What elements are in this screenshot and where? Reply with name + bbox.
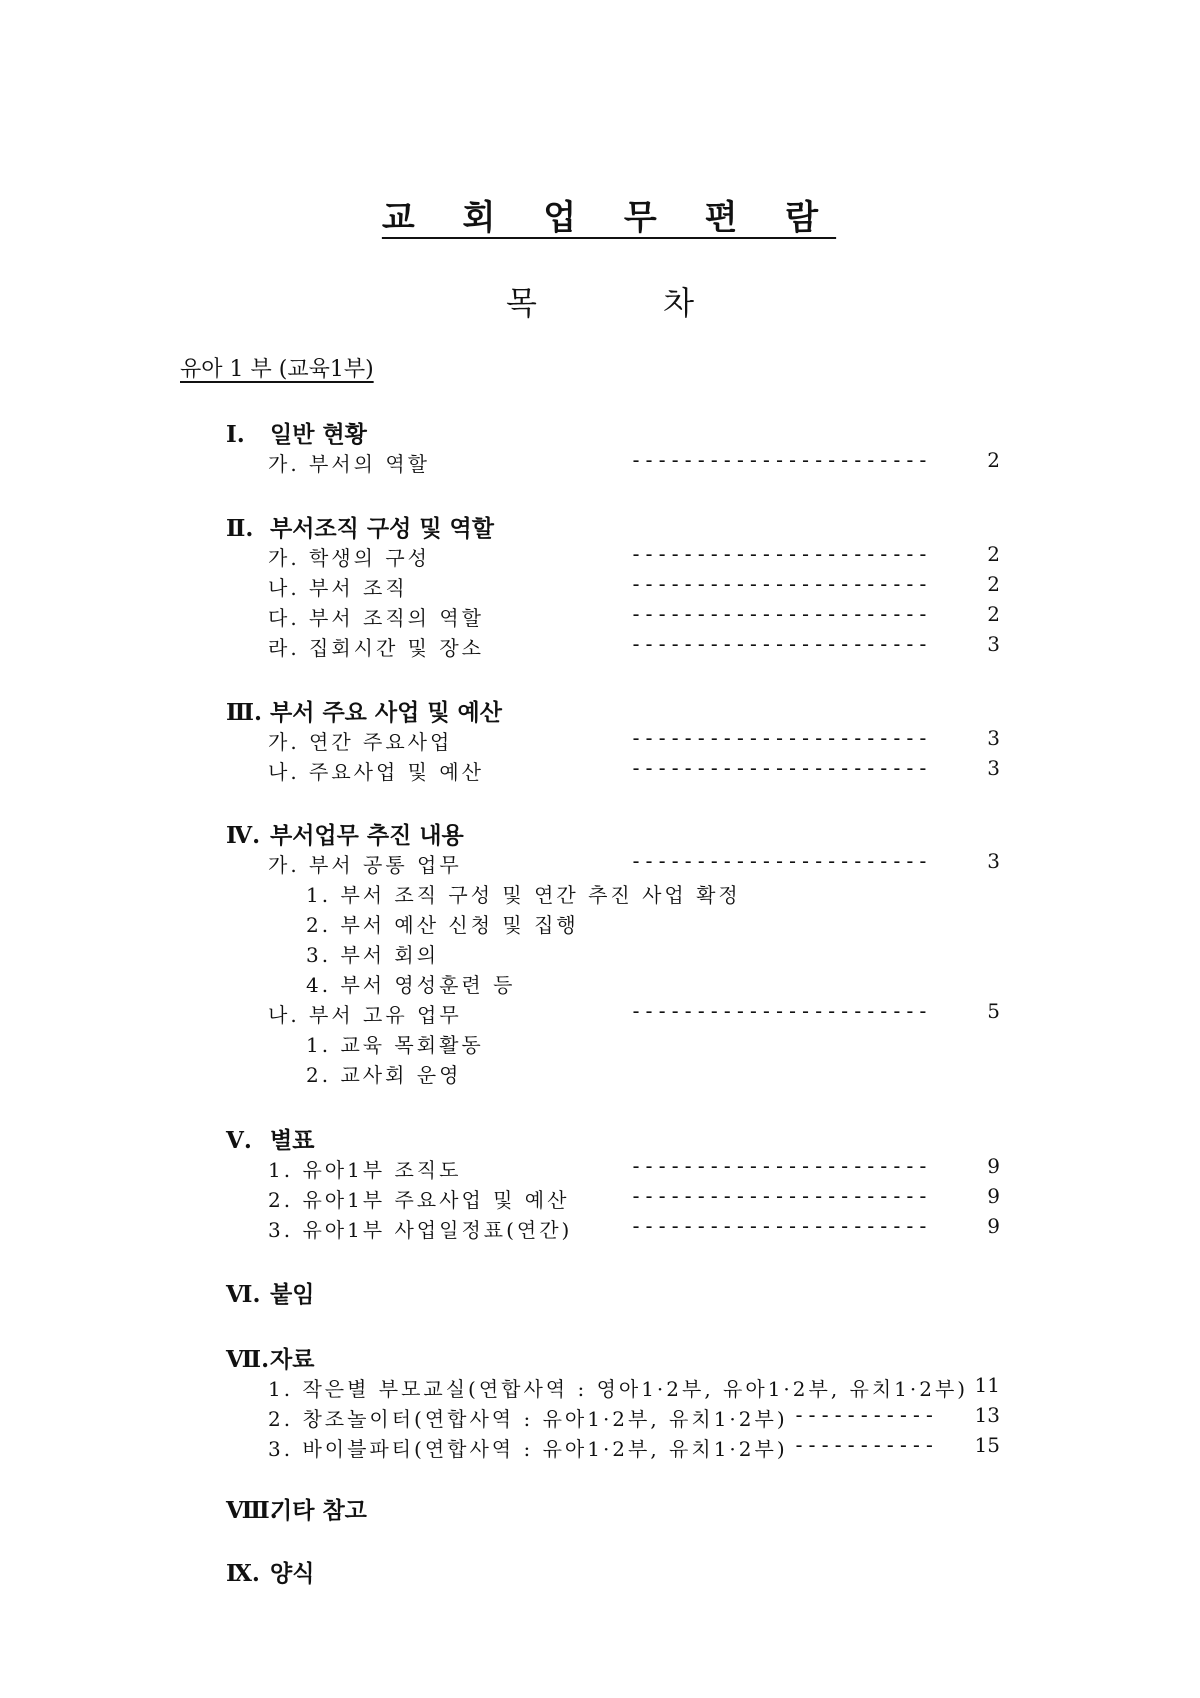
section-heading: Ⅴ. 별표 — [226, 1127, 315, 1154]
toc-subitem: 2. 부서 예산 신청 및 집행 — [306, 913, 579, 937]
toc-item: 가. 부서의 역할 — [268, 452, 430, 476]
toc-item: 1. 유아1부 조직도 — [268, 1158, 462, 1182]
section-heading: Ⅰ. 일반 현황 — [226, 421, 367, 448]
toc-item: 라. 집회시간 및 장소 — [268, 636, 484, 660]
toc-item: 1. 작은별 부모교실(연합사역 : 영아1·2부, 유아1·2부, 유치1·2부) — [268, 1377, 969, 1401]
toc-subitem: 3. 부서 회의 — [306, 943, 440, 967]
dot-leader: ----------------------- — [630, 849, 930, 873]
page-number: 13 — [974, 1403, 1000, 1427]
toc-item: 나. 부서 고유 업무 — [268, 1003, 462, 1027]
page-number: 2 — [987, 602, 1000, 626]
toc-item: 3. 바이블파티(연합사역 : 유아1·2부, 유치1·2부) — [268, 1437, 788, 1461]
toc-item: 2. 유아1부 주요사업 및 예산 — [268, 1188, 570, 1212]
dot-leader: ----------------------- — [630, 756, 930, 780]
page-number: 3 — [987, 726, 1000, 750]
dot-leader: ----------------------- — [630, 542, 930, 566]
section-heading: Ⅳ. 부서업무 추진 내용 — [226, 822, 464, 849]
toc-subitem: 4. 부서 영성훈련 등 — [306, 973, 516, 997]
toc-item: 다. 부서 조직의 역할 — [268, 606, 484, 630]
section-heading: Ⅷ.기타 참고 — [226, 1497, 367, 1524]
page-number: 9 — [987, 1214, 1000, 1238]
section-heading: Ⅸ. 양식 — [226, 1560, 315, 1587]
section-heading: Ⅵ. 붙임 — [226, 1281, 315, 1308]
dot-leader: ----------------------- — [630, 1214, 930, 1238]
dot-leader: ----------------------- — [630, 1154, 930, 1178]
section-heading: Ⅲ. 부서 주요 사업 및 예산 — [226, 699, 502, 726]
dot-leader: ----------------------- — [630, 448, 930, 472]
dot-leader: ----------- — [793, 1433, 937, 1457]
department-heading: 유아 1 부 (교육1부) — [180, 357, 374, 382]
page-number: 5 — [987, 999, 1000, 1023]
toc-item: 가. 연간 주요사업 — [268, 730, 453, 754]
section-heading: Ⅱ. 부서조직 구성 및 역할 — [226, 515, 494, 542]
page-number: 11 — [974, 1373, 1000, 1397]
dot-leader: ----------------------- — [630, 999, 930, 1023]
page-number: 2 — [987, 572, 1000, 596]
page-number: 15 — [974, 1433, 1000, 1457]
dot-leader: ----------------------- — [630, 726, 930, 750]
dot-leader: ----------- — [793, 1403, 937, 1427]
page-number: 3 — [987, 632, 1000, 656]
toc-item: 나. 주요사업 및 예산 — [268, 760, 484, 784]
toc-item: 가. 부서 공통 업무 — [268, 853, 462, 877]
dot-leader: ----------------------- — [630, 632, 930, 656]
dot-leader: ----------------------- — [630, 572, 930, 596]
toc-item: 2. 창조놀이터(연합사역 : 유아1·2부, 유치1·2부) — [268, 1407, 788, 1431]
page-number: 3 — [987, 849, 1000, 873]
page-number: 9 — [987, 1184, 1000, 1208]
section-heading: Ⅶ.자료 — [226, 1346, 315, 1373]
toc-subitem: 1. 부서 조직 구성 및 연간 추진 사업 확정 — [306, 883, 741, 907]
dot-leader: ----------------------- — [630, 1184, 930, 1208]
toc-subitem: 1. 교육 목회활동 — [306, 1033, 484, 1057]
page-number: 3 — [987, 756, 1000, 780]
page-number: 9 — [987, 1154, 1000, 1178]
page-number: 2 — [987, 448, 1000, 472]
toc-item: 가. 학생의 구성 — [268, 546, 430, 570]
toc-item: 3. 유아1부 사업일정표(연간) — [268, 1218, 573, 1242]
dot-leader: ----------------------- — [630, 602, 930, 626]
document-title: 교 회 업 무 편 람 — [381, 198, 837, 238]
toc-item: 나. 부서 조직 — [268, 576, 408, 600]
toc-title: 목 차 — [506, 284, 752, 322]
toc-subitem: 2. 교사회 운영 — [306, 1063, 462, 1087]
page-number: 2 — [987, 542, 1000, 566]
